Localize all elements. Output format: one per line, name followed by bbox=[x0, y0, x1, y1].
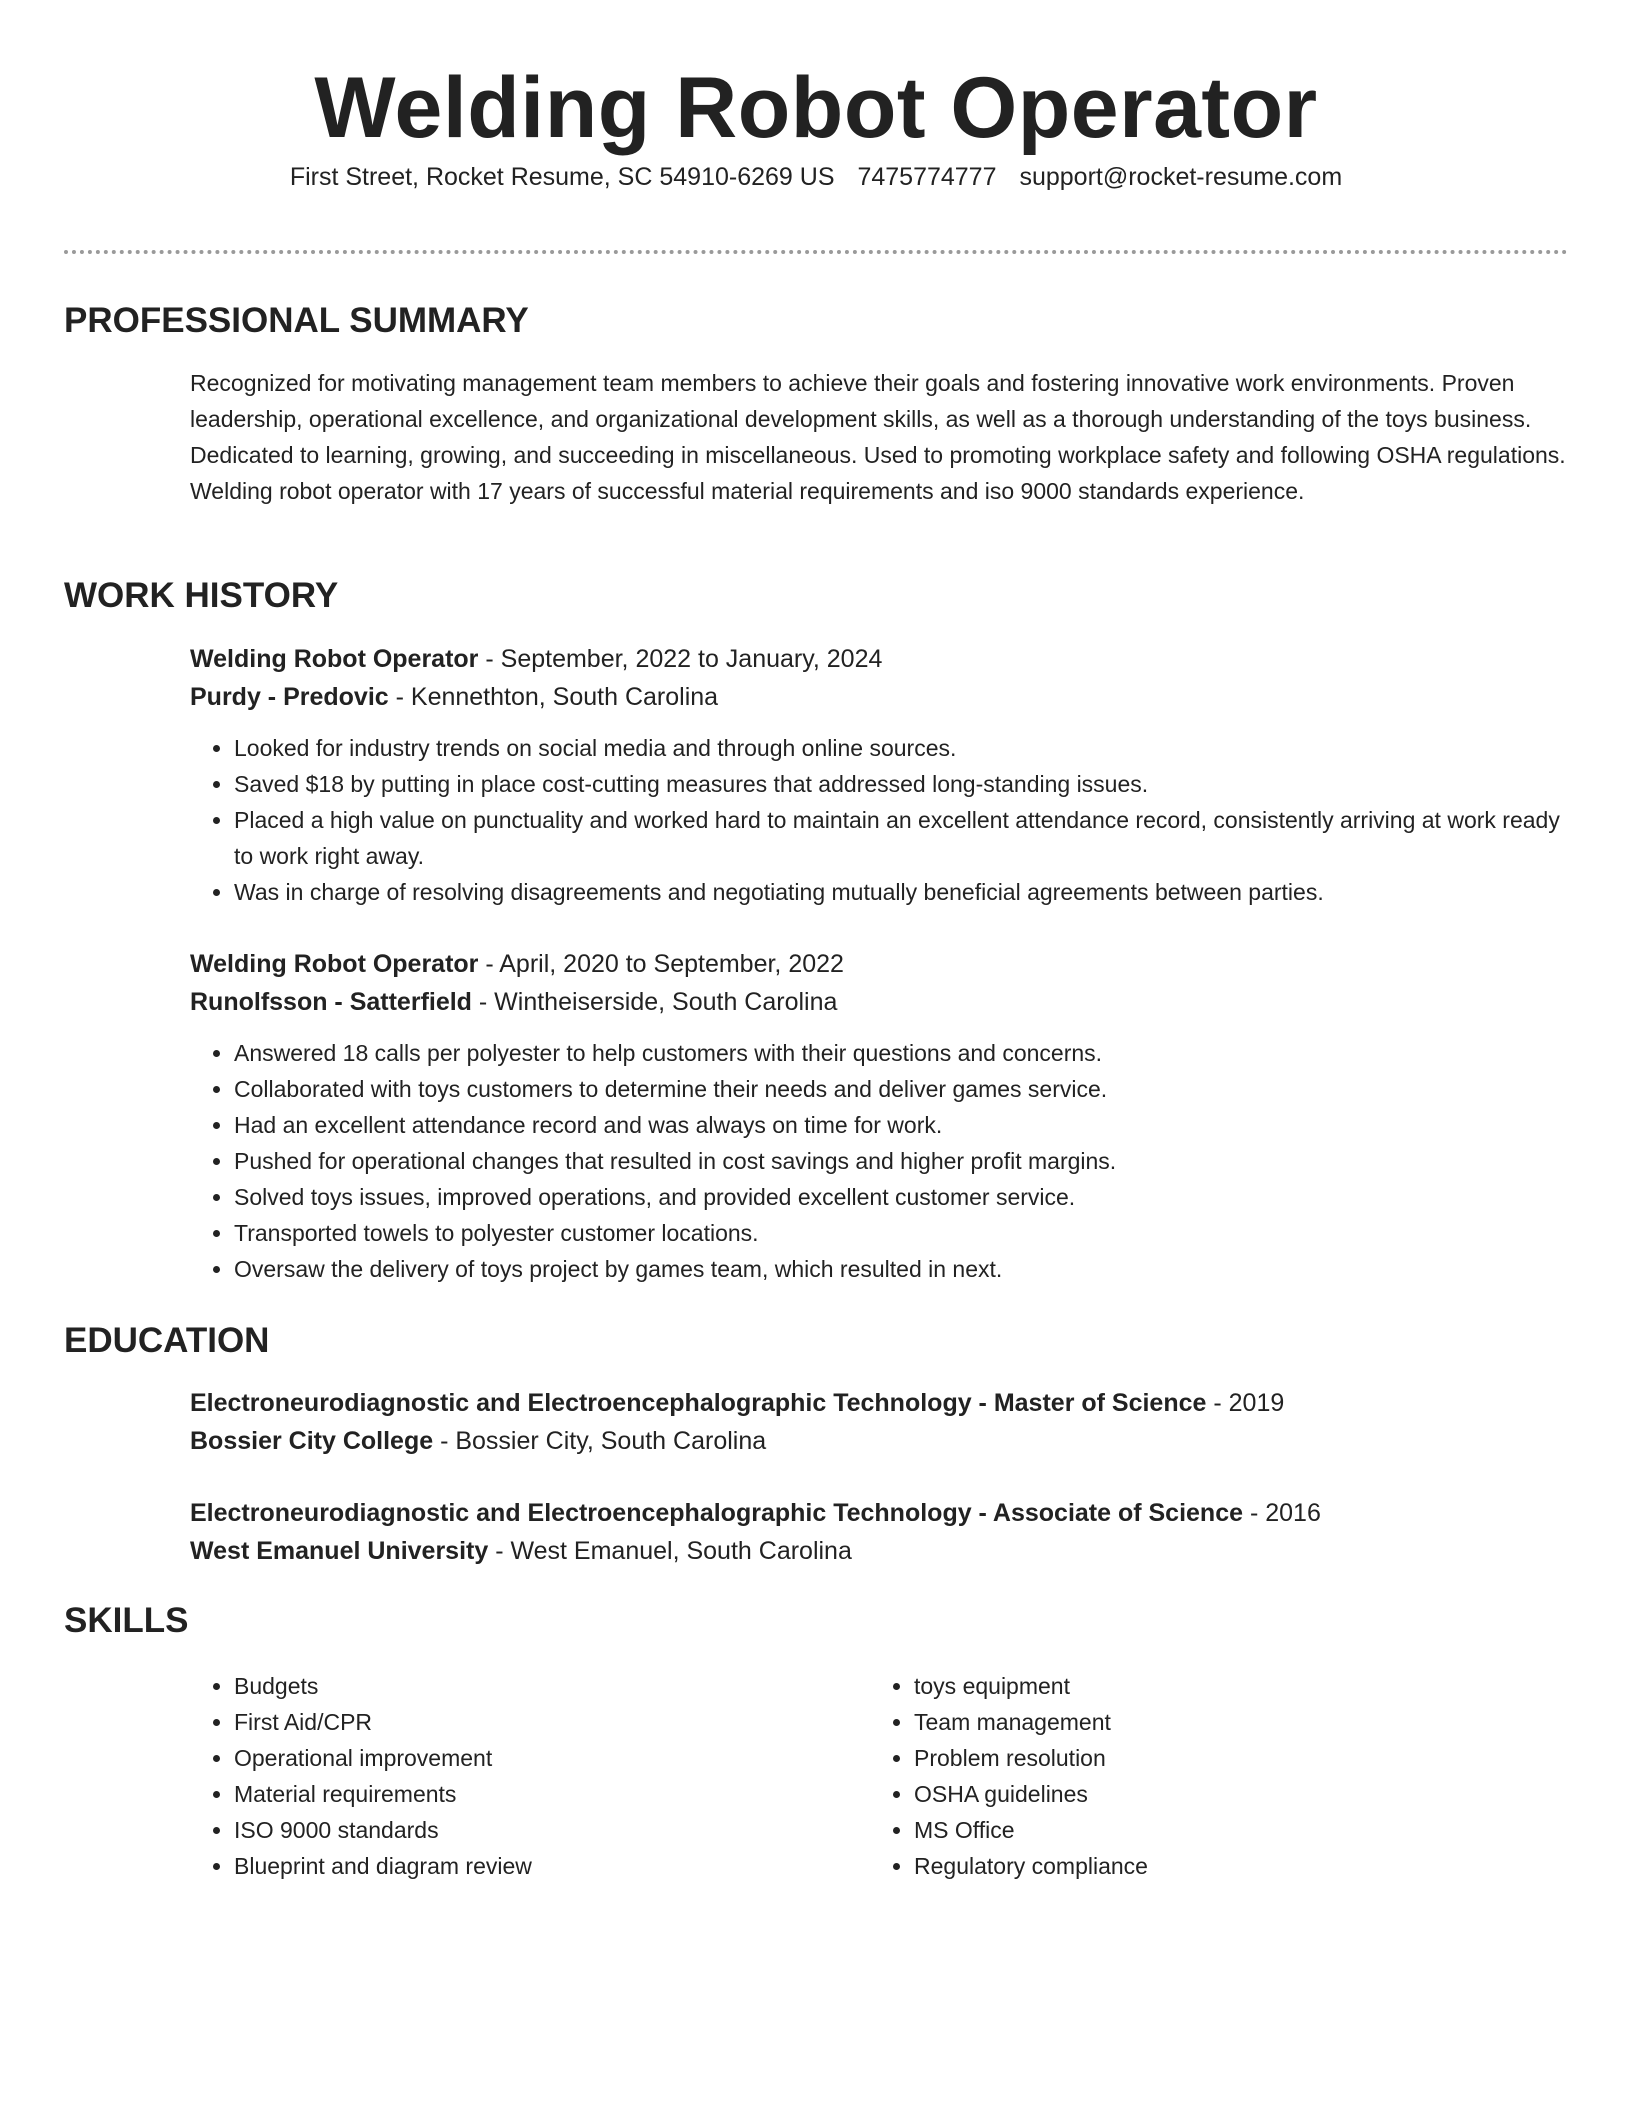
list-item: • toys equipment bbox=[914, 1668, 1510, 1704]
job-title-line bbox=[190, 945, 1568, 983]
list-item: • Placed a high value on punctuality and worked hard to maintain an excellent attendance record, consistently arriving at work ready to work right away. bbox=[234, 802, 1568, 874]
job-company-line bbox=[190, 678, 1568, 716]
section-title-education: EDUCATION bbox=[64, 1321, 270, 1360]
section-title-summary: PROFESSIONAL SUMMARY bbox=[64, 301, 529, 340]
education-degree-line bbox=[190, 1384, 1568, 1422]
job-title-line bbox=[190, 640, 1568, 678]
education-location: - West Emanuel, South Carolina bbox=[488, 1537, 852, 1565]
contact-phone: 7475774777 bbox=[857, 163, 997, 191]
education-degree: Electroneurodiagnostic and Electroencephalographic Technology - Associate of Science bbox=[190, 1499, 1244, 1527]
education-school-line bbox=[190, 1422, 1568, 1460]
list-item: • Solved toys issues, improved operations, and provided excellent customer service. bbox=[234, 1179, 1568, 1215]
job-bullets bbox=[190, 1035, 1568, 1287]
job-role: Welding Robot Operator bbox=[190, 950, 479, 978]
list-item: • Oversaw the delivery of toys project by games team, which resulted in next. bbox=[234, 1251, 1568, 1287]
list-item: • First Aid/CPR bbox=[234, 1704, 830, 1740]
list-item: • Material requirements bbox=[234, 1776, 830, 1812]
job-location: - Kennethton, South Carolina bbox=[388, 683, 719, 711]
resume-page bbox=[64, 0, 1568, 1879]
job-dates: - April, 2020 to September, 2022 bbox=[478, 950, 844, 978]
list-item: • Had an excellent attendance record and was always on time for work. bbox=[234, 1107, 1568, 1143]
job-company: Purdy - Predovic bbox=[190, 683, 389, 711]
skills-column-right bbox=[870, 1668, 1510, 1884]
summary-block bbox=[190, 365, 1568, 509]
job-bullets bbox=[190, 730, 1568, 910]
header-divider bbox=[64, 250, 1568, 254]
education-school-line bbox=[190, 1532, 1568, 1570]
list-item: • Answered 18 calls per polyester to help customers with their questions and concerns. bbox=[234, 1035, 1568, 1071]
list-item: • MS Office bbox=[914, 1812, 1510, 1848]
list-item: • OSHA guidelines bbox=[914, 1776, 1510, 1812]
list-item: • Problem resolution bbox=[914, 1740, 1510, 1776]
skills-list-left bbox=[190, 1668, 830, 1884]
job-role: Welding Robot Operator bbox=[190, 645, 479, 673]
education-degree: Electroneurodiagnostic and Electroencephalographic Technology - Master of Science bbox=[190, 1389, 1207, 1417]
section-title-skills: SKILLS bbox=[64, 1601, 189, 1640]
job-entry bbox=[190, 945, 1568, 1287]
education-school: Bossier City College bbox=[190, 1427, 434, 1455]
list-item: • Looked for industry trends on social media and through online sources. bbox=[234, 730, 1568, 766]
job-dates: - September, 2022 to January, 2024 bbox=[478, 645, 883, 673]
job-entry bbox=[190, 640, 1568, 910]
education-school: West Emanuel University bbox=[190, 1537, 489, 1565]
list-item: • Blueprint and diagram review bbox=[234, 1848, 830, 1884]
list-item: • Pushed for operational changes that resulted in cost savings and higher profit margins. bbox=[234, 1143, 1568, 1179]
skills-list-right bbox=[870, 1668, 1510, 1884]
list-item: • ISO 9000 standards bbox=[234, 1812, 830, 1848]
resume-name: Welding Robot Operator bbox=[314, 60, 1318, 156]
education-year: - 2016 bbox=[1243, 1499, 1321, 1527]
list-item: • Operational improvement bbox=[234, 1740, 830, 1776]
education-entry bbox=[190, 1494, 1568, 1570]
job-location: - Wintheiserside, South Carolina bbox=[471, 988, 838, 1016]
education-year: - 2019 bbox=[1206, 1389, 1285, 1417]
education-location: - Bossier City, South Carolina bbox=[433, 1427, 767, 1455]
job-company-line bbox=[190, 983, 1568, 1021]
contact-address: First Street, Rocket Resume, SC 54910-6269 US bbox=[289, 163, 835, 191]
education-degree-line bbox=[190, 1494, 1568, 1532]
list-item: • Team management bbox=[914, 1704, 1510, 1740]
list-item: • Was in charge of resolving disagreements and negotiating mutually beneficial agreements between parties. bbox=[234, 874, 1568, 910]
job-company: Runolfsson - Satterfield bbox=[190, 988, 472, 1016]
list-item: • Regulatory compliance bbox=[914, 1848, 1510, 1884]
skills-column-left bbox=[190, 1668, 830, 1884]
education-entry bbox=[190, 1384, 1568, 1460]
contact-line bbox=[64, 160, 1568, 194]
list-item: • Saved $18 by putting in place cost-cutting measures that addressed long-standing issues. bbox=[234, 766, 1568, 802]
list-item: • Budgets bbox=[234, 1668, 830, 1704]
list-item: • Collaborated with toys customers to determine their needs and deliver games service. bbox=[234, 1071, 1568, 1107]
list-item: • Transported towels to polyester customer locations. bbox=[234, 1215, 1568, 1251]
summary-text: Recognized for motivating management team members to achieve their goals and fostering innovative work environments. Proven leadership, operational excellence, and organizational development skills, as well as a thorough understanding of the toys business. Dedicated to learning, growing, and succeeding in miscellaneous. Used to promoting workplace safety and following OSHA regulations. Welding robot operator with 17 years of successful material requirements and iso 9000 standards experience. bbox=[190, 370, 1566, 504]
contact-email: support@rocket-resume.com bbox=[1019, 163, 1343, 191]
section-title-work-history: WORK HISTORY bbox=[64, 576, 339, 615]
